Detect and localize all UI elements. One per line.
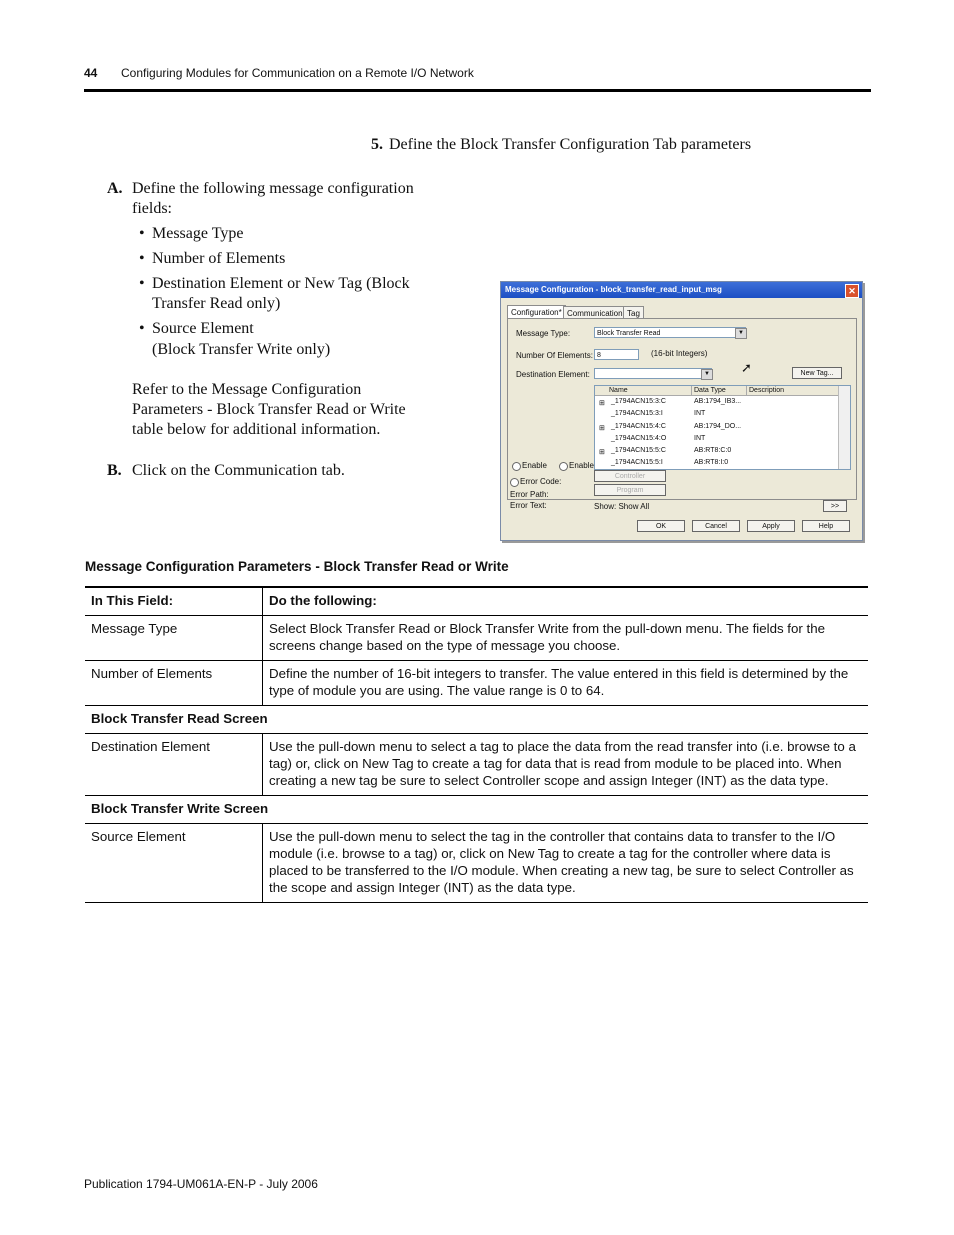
enable-indicator [512,462,521,471]
num-elements-value: 8 [597,352,601,359]
bullet-marker: • [139,250,145,267]
bullet-item-continued: (Block Transfer Write only) [152,341,331,358]
bullet-item: Source Element [152,320,254,337]
table-header-row [85,587,868,616]
error-text-label: Error Text: [510,501,547,510]
page-number: 44 [84,66,98,80]
running-header: Configuring Modules for Communication on a Remote I/O Network [121,66,474,80]
chevron-down-icon[interactable]: ▼ [735,328,747,339]
cancel-button[interactable]: Cancel [692,520,740,532]
dialog-title-bar [501,282,862,298]
ok-button[interactable]: OK [637,520,685,532]
list-item-type: AB:RT8:C:0 [694,447,732,454]
table-section-row [85,796,868,824]
expand-icon[interactable]: ⊞ [599,425,605,432]
error-code-label: Error Code: [520,477,562,486]
error-path-label: Error Path: [510,490,549,499]
step-b-text: Click on the Communication tab. [132,462,345,479]
column-header-field: In This Field: [85,587,263,616]
mouse-cursor-icon: ➚ [741,360,752,375]
num-elements-unit: (16-bit Integers) [651,349,708,358]
list-item[interactable]: _1794ACN15:3:C [611,398,666,405]
table-row [85,734,868,796]
list-item-type: INT [694,410,706,417]
show-filter: Show: Show All [594,502,650,511]
tab-configuration[interactable]: Configuration* [507,305,566,319]
description-cell: Use the pull-down menu to select the tag in the controller that contains data to transfer to the I/O module (i.e. browse to a tag) or, click on New Tag to create a tag for the controller where data is placed to be transferred to the I/O module. When creating a new tag, be sure to select Controller as the scope and assign Integer (INT) as the data type. [269,829,854,895]
bullet-item: Message Type [152,225,244,242]
expand-icon[interactable]: ⊞ [599,449,605,456]
bullet-marker: • [139,225,145,242]
num-elements-label: Number Of Elements: [516,351,593,360]
step-5-text: Define the Block Transfer Configuration Tab parameters [389,136,752,153]
list-item[interactable]: _1794ACN15:3:I [611,410,663,417]
bullet-marker: • [139,275,145,292]
more-button[interactable]: >> [823,500,847,512]
destination-element-select[interactable] [594,368,712,379]
table-row [85,824,868,903]
program-button[interactable]: Program [594,484,666,496]
error-indicator [510,478,519,487]
bullet-item: Destination Element or New Tag (Block Transfer Read only) [152,275,410,312]
tag-browser-list[interactable] [594,385,851,470]
step-b-label: B. [107,462,122,479]
destination-element-label: Destination Element: [516,370,590,379]
configuration-panel [507,318,857,500]
message-type-value: Block Transfer Read [597,330,661,337]
bullet-marker: • [139,320,145,337]
close-icon[interactable]: ✕ [845,284,859,298]
field-cell: Source Element [85,824,263,903]
table-row [85,661,868,706]
column-header-action: Do the following: [269,593,377,608]
num-elements-input[interactable] [594,349,639,360]
list-item[interactable]: _1794ACN15:5:I [611,459,663,466]
enable-label: Enable [569,461,594,470]
publication-footer: Publication 1794-UM061A-EN-P - July 2006 [84,1177,318,1191]
field-cell: Message Type [85,616,263,661]
section-heading: Block Transfer Write Screen [91,801,269,816]
refer-paragraph: Refer to the Message Configuration Parameters - Block Transfer Read or Write table below for additional information. [132,381,406,438]
enable-waiting-indicator [559,462,568,471]
column-header-data-type[interactable]: Data Type [692,386,747,396]
new-tag-button[interactable]: New Tag... [792,367,842,379]
tab-communication[interactable]: Communication [563,306,627,320]
column-header-description[interactable]: Description [747,386,839,396]
list-scrollbar[interactable] [838,386,850,469]
list-item-type: AB:1794_DO... [694,423,742,430]
step-5-number: 5. [371,136,383,153]
enable-label: Enable [522,461,547,470]
table-title: Message Configuration Parameters - Block Transfer Read or Write [85,559,509,574]
message-type-label: Message Type: [516,329,571,338]
list-item-type: AB:1794_IB3... [694,398,742,405]
controller-button[interactable]: Controller [594,470,666,482]
column-header-name[interactable]: Name [595,386,692,396]
bullet-item: Number of Elements [152,250,286,267]
list-item[interactable]: _1794ACN15:5:C [611,447,666,454]
description-cell: Select Block Transfer Read or Block Transfer Write from the pull-down menu. The fields for the screens change based on the type of message you choose. [269,621,826,653]
description-cell: Define the number of 16-bit integers to transfer. The value entered in this field is determined by the type of module you are using. The value range is 0 to 64. [269,666,849,698]
list-item-type: INT [694,435,706,442]
help-button[interactable]: Help [802,520,850,532]
table-row [85,616,868,661]
table-section-row [85,706,868,734]
message-type-select[interactable] [594,327,746,338]
list-item-type: AB:RT8:I:0 [694,459,729,466]
apply-button[interactable]: Apply [747,520,795,532]
step-a-text: Define the following message configuration fields: [132,180,414,217]
list-item[interactable]: _1794ACN15:4:C [611,423,666,430]
field-cell: Number of Elements [85,661,263,706]
step-a-label: A. [107,180,123,197]
description-cell: Use the pull-down menu to select a tag to place the data from the read transfer into (i.e. browse to a tag) or, click on New Tag to create a tag for data that is read from module to be placed into. When creating a new tag be sure to select Controller scope and assign Integer (INT) as the data type. [269,739,856,788]
field-cell: Destination Element [85,734,263,796]
message-configuration-dialog [500,281,863,541]
chevron-down-icon[interactable]: ▼ [701,369,713,380]
step-5 [371,135,751,155]
dialog-title: Message Configuration - block_transfer_read_input_msg [505,285,722,294]
section-heading: Block Transfer Read Screen [91,711,268,726]
expand-icon[interactable]: ⊞ [599,400,605,407]
header-rule [84,89,871,92]
list-item[interactable]: _1794ACN15:4:O [611,435,667,442]
parameters-table [85,586,868,903]
tab-tag[interactable]: Tag [623,306,644,320]
